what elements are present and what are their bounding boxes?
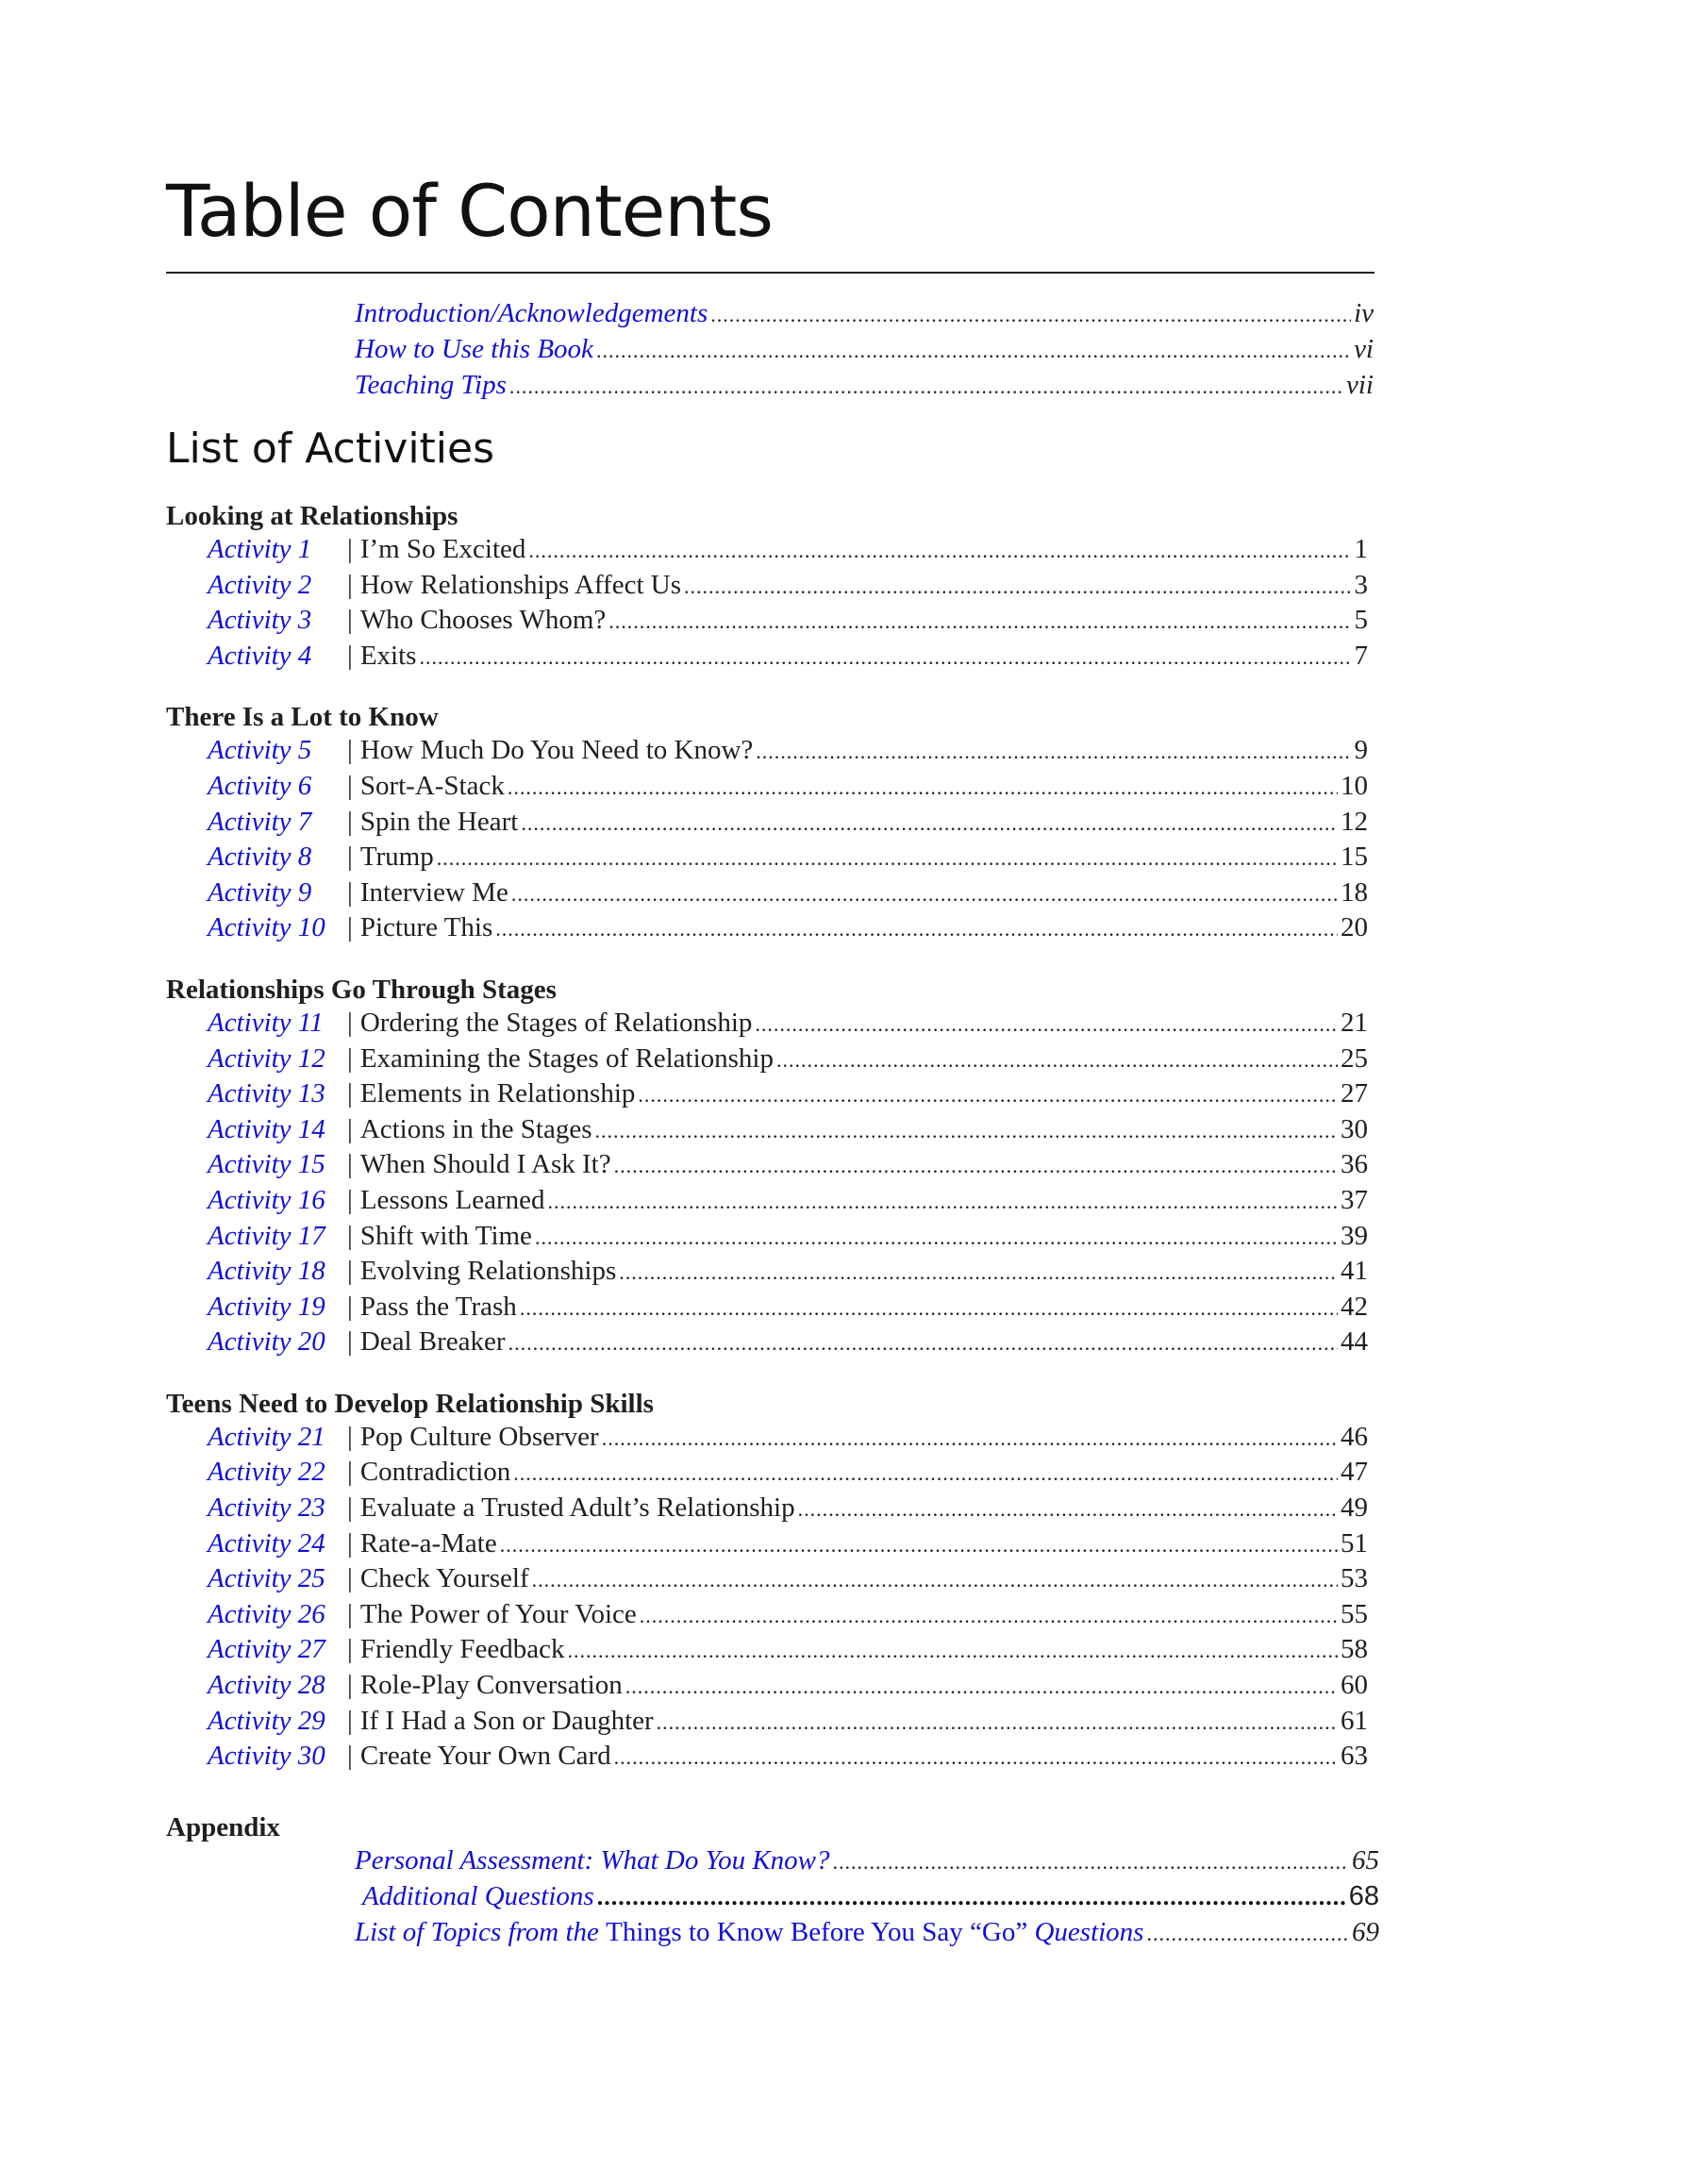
appendix-item[interactable]	[355, 1845, 1379, 1881]
activity-page: 42	[1341, 1291, 1368, 1322]
section-heading: Relationships Go Through Stages	[166, 974, 557, 1005]
dot-leader	[596, 339, 1351, 363]
separator: |	[347, 876, 353, 908]
activity-page: 58	[1341, 1634, 1368, 1665]
front-matter-item[interactable]	[355, 334, 1374, 370]
activity-link[interactable]: Activity 9	[208, 876, 312, 908]
section	[166, 1386, 1383, 1776]
appendix-page: 69	[1352, 1917, 1379, 1947]
activity-row[interactable]	[166, 1457, 1368, 1492]
activity-row[interactable]	[166, 735, 1368, 771]
appendix-section	[166, 1809, 1392, 1953]
activity-row[interactable]	[166, 842, 1368, 877]
separator: |	[347, 1705, 353, 1736]
activity-link[interactable]: Activity 29	[208, 1705, 325, 1736]
activity-link[interactable]: Activity 10	[208, 912, 325, 943]
front-matter-list	[355, 298, 1374, 406]
activity-link[interactable]: Activity 16	[208, 1184, 325, 1215]
activity-row[interactable]	[166, 570, 1368, 606]
activity-link[interactable]: Activity 6	[208, 770, 312, 801]
book-title: Things to Know Before You Say “Go”	[606, 1917, 1028, 1947]
appendix-list	[355, 1845, 1379, 1953]
separator: |	[347, 1113, 353, 1144]
activity-title: Examining the Stages of Relationship	[359, 1042, 774, 1074]
activity-row[interactable]	[166, 1043, 1368, 1079]
section	[166, 699, 1383, 948]
separator: |	[347, 1741, 353, 1772]
activity-row[interactable]	[166, 1256, 1368, 1292]
dot-leader	[508, 1331, 1338, 1356]
dot-leader	[638, 1083, 1338, 1108]
activity-page: 20	[1341, 912, 1368, 943]
activity-title: Friendly Feedback	[359, 1634, 565, 1665]
appendix-link-part: Questions	[1034, 1917, 1144, 1947]
activity-title: Role-Play Conversation	[359, 1670, 623, 1701]
activity-link[interactable]: Activity 7	[208, 806, 312, 837]
activity-title: Check Yourself	[359, 1563, 529, 1594]
activity-title: Ordering the Stages of Relationship	[359, 1007, 753, 1038]
activity-title: Interview Me	[359, 876, 508, 908]
activity-page: 30	[1341, 1113, 1368, 1144]
dot-leader	[1146, 1922, 1349, 1946]
activity-title: I’m So Excited	[359, 534, 526, 564]
activity-page: 39	[1341, 1220, 1368, 1251]
activity-row[interactable]	[166, 1149, 1368, 1185]
dot-leader	[535, 1225, 1338, 1250]
appendix-page: 68	[1348, 1881, 1379, 1911]
activity-link[interactable]: Activity 12	[208, 1042, 325, 1074]
separator: |	[347, 1421, 353, 1452]
activity-title: Sort-A-Stack	[359, 770, 505, 801]
separator: |	[347, 1527, 353, 1559]
activity-page: 3	[1354, 569, 1368, 600]
activity-row[interactable]	[166, 1492, 1368, 1528]
dot-leader	[657, 1710, 1338, 1735]
activity-link[interactable]: Activity 20	[208, 1326, 325, 1358]
activity-page: 10	[1341, 770, 1368, 801]
separator: |	[347, 1149, 353, 1180]
dot-leader	[597, 1883, 1346, 1911]
dot-leader	[495, 917, 1338, 942]
activity-link[interactable]: Activity 15	[208, 1149, 325, 1180]
separator: |	[347, 640, 353, 671]
separator: |	[347, 1634, 353, 1665]
dot-leader	[500, 1533, 1338, 1558]
dot-leader	[614, 1154, 1338, 1178]
activity-row[interactable]	[166, 807, 1368, 842]
separator: |	[347, 1457, 353, 1488]
activity-page: 44	[1341, 1326, 1368, 1358]
activity-sections	[166, 498, 1383, 1800]
front-matter-label[interactable]: Introduction/Acknowledgements	[355, 298, 708, 328]
separator: |	[347, 1220, 353, 1251]
activity-link[interactable]: Activity 25	[208, 1563, 325, 1594]
separator: |	[347, 1078, 353, 1109]
activity-title: Create Your Own Card	[359, 1741, 611, 1772]
activity-row[interactable]	[166, 1528, 1368, 1564]
activity-row[interactable]	[166, 912, 1368, 948]
dot-leader	[798, 1497, 1338, 1522]
activity-link[interactable]: Activity 24	[208, 1527, 325, 1559]
activity-link[interactable]: Activity 2	[208, 569, 312, 600]
activity-title: Lessons Learned	[359, 1184, 545, 1215]
front-matter-page: vii	[1346, 370, 1374, 400]
dot-leader	[548, 1190, 1339, 1214]
activity-row[interactable]	[166, 1599, 1368, 1635]
section-heading: Looking at Relationships	[166, 501, 458, 531]
activity-row[interactable]	[166, 534, 1368, 570]
appendix-item[interactable]	[355, 1881, 1379, 1917]
separator: |	[347, 1326, 353, 1358]
activity-page: 9	[1354, 735, 1368, 766]
activities-heading: List of Activities	[166, 425, 495, 473]
activity-page: 51	[1341, 1527, 1368, 1559]
activity-page: 5	[1354, 605, 1368, 636]
activity-link[interactable]: Activity 30	[208, 1741, 325, 1772]
activity-row[interactable]	[166, 1221, 1368, 1257]
activity-row[interactable]	[166, 1185, 1368, 1221]
separator: |	[347, 1598, 353, 1629]
activity-page: 41	[1341, 1256, 1368, 1287]
activity-title: If I Had a Son or Daughter	[359, 1705, 654, 1736]
dot-leader	[833, 1850, 1349, 1875]
separator: |	[347, 534, 353, 564]
activity-row[interactable]	[166, 1706, 1368, 1742]
dot-leader	[776, 1048, 1338, 1073]
front-matter-label[interactable]: How to Use this Book	[355, 334, 593, 364]
activity-link[interactable]: Activity 4	[208, 640, 312, 671]
activity-page: 63	[1341, 1741, 1368, 1772]
dot-leader	[640, 1604, 1338, 1628]
appendix-link-part: List of Topics from the	[355, 1917, 599, 1947]
appendix-item[interactable]	[355, 1917, 1379, 1953]
activity-title: How Much Do You Need to Know?	[359, 735, 754, 766]
activity-page: 21	[1341, 1007, 1368, 1038]
activity-row[interactable]	[166, 1008, 1368, 1043]
activity-page: 46	[1341, 1421, 1368, 1452]
activity-link[interactable]: Activity 26	[208, 1598, 325, 1629]
separator: |	[347, 842, 353, 873]
separator: |	[347, 1492, 353, 1524]
dot-leader	[513, 1461, 1338, 1486]
separator: |	[347, 1670, 353, 1701]
appendix-page: 65	[1352, 1845, 1379, 1876]
activity-link[interactable]: Activity 13	[208, 1078, 325, 1109]
activity-row[interactable]	[166, 605, 1368, 641]
dot-leader	[508, 775, 1338, 800]
section	[166, 498, 1383, 675]
activity-row[interactable]	[166, 1670, 1368, 1706]
activity-link[interactable]: Activity 17	[208, 1220, 325, 1251]
activity-page: 36	[1341, 1149, 1368, 1180]
dot-leader	[608, 609, 1351, 634]
dot-leader	[756, 740, 1351, 764]
activity-link[interactable]: Activity 23	[208, 1492, 325, 1524]
dot-leader	[614, 1745, 1338, 1770]
activity-title: Evolving Relationships	[359, 1256, 617, 1287]
activity-page: 1	[1354, 534, 1368, 564]
section	[166, 972, 1383, 1362]
separator: |	[347, 1184, 353, 1215]
separator: |	[347, 569, 353, 600]
dot-leader	[594, 1119, 1338, 1143]
activity-row[interactable]	[166, 1422, 1368, 1458]
activity-title: Spin the Heart	[359, 806, 519, 837]
activity-row[interactable]	[166, 1292, 1368, 1327]
activity-title: Rate-a-Mate	[359, 1527, 497, 1559]
front-matter-page: vi	[1354, 334, 1374, 364]
activity-title: Trump	[359, 842, 434, 873]
activity-page: 53	[1341, 1563, 1368, 1594]
activity-link[interactable]: Activity 3	[208, 605, 312, 636]
activity-page: 25	[1341, 1042, 1368, 1074]
page-title: Table of Contents	[166, 169, 773, 253]
activity-title: Evaluate a Trusted Adult’s Relationship	[359, 1492, 795, 1524]
activity-row[interactable]	[166, 771, 1368, 807]
appendix-link[interactable]: Additional Questions	[362, 1881, 594, 1911]
activity-title: Contradiction	[359, 1457, 511, 1488]
separator: |	[347, 912, 353, 943]
dot-leader	[684, 575, 1352, 599]
activity-page: 55	[1341, 1598, 1368, 1629]
activity-link[interactable]: Activity 19	[208, 1291, 325, 1322]
activity-link[interactable]: Activity 8	[208, 842, 312, 873]
activity-title: Shift with Time	[359, 1220, 532, 1251]
activity-page: 37	[1341, 1184, 1368, 1215]
dot-leader	[625, 1675, 1338, 1699]
activity-title: Actions in the Stages	[359, 1113, 592, 1144]
dot-leader	[528, 539, 1351, 563]
activity-link[interactable]: Activity 5	[208, 735, 312, 766]
separator: |	[347, 1042, 353, 1074]
dot-leader	[710, 303, 1351, 327]
activity-row[interactable]	[166, 1741, 1368, 1776]
activity-page: 7	[1354, 640, 1368, 671]
appendix-link[interactable]	[355, 1917, 1143, 1948]
dot-leader	[532, 1568, 1338, 1592]
activity-page: 61	[1341, 1705, 1368, 1736]
activity-row[interactable]	[166, 877, 1368, 913]
dot-leader	[509, 375, 1343, 399]
dot-leader	[511, 882, 1338, 907]
activity-row[interactable]	[166, 641, 1368, 676]
activity-row[interactable]	[166, 1326, 1368, 1362]
activity-link[interactable]: Activity 21	[208, 1421, 325, 1452]
activity-link[interactable]: Activity 18	[208, 1256, 325, 1287]
dot-leader	[419, 645, 1351, 670]
appendix-heading: Appendix	[166, 1812, 280, 1842]
dot-leader	[619, 1260, 1338, 1285]
activity-page: 18	[1341, 876, 1368, 908]
dot-leader	[602, 1426, 1338, 1451]
activity-page: 49	[1341, 1492, 1368, 1524]
separator: |	[347, 605, 353, 636]
separator: |	[347, 1007, 353, 1038]
activity-page: 47	[1341, 1457, 1368, 1488]
front-matter-item[interactable]	[355, 298, 1374, 334]
dot-leader	[521, 811, 1338, 836]
activity-title: Deal Breaker	[359, 1326, 506, 1358]
dot-leader	[520, 1296, 1338, 1321]
activity-page: 27	[1341, 1078, 1368, 1109]
activity-row[interactable]	[166, 1634, 1368, 1670]
section-heading: Teens Need to Develop Relationship Skills	[166, 1388, 654, 1419]
activity-title: Who Chooses Whom?	[359, 605, 607, 636]
dot-leader	[437, 846, 1338, 871]
activity-title: Pass the Trash	[359, 1291, 517, 1322]
activity-link[interactable]: Activity 27	[208, 1634, 325, 1665]
activity-title: When Should I Ask It?	[359, 1149, 611, 1180]
separator: |	[347, 806, 353, 837]
activity-title: Exits	[359, 640, 417, 671]
activity-title: How Relationships Affect Us	[359, 569, 681, 600]
dot-leader	[755, 1012, 1338, 1037]
activity-title: Pop Culture Observer	[359, 1421, 599, 1452]
appendix-link[interactable]: Personal Assessment: What Do You Know?	[355, 1845, 830, 1876]
activity-page: 60	[1341, 1670, 1368, 1701]
activity-title: Elements in Relationship	[359, 1078, 636, 1109]
activity-page: 12	[1341, 806, 1368, 837]
title-rule	[166, 272, 1375, 274]
dot-leader	[567, 1639, 1338, 1663]
activity-link[interactable]: Activity 11	[208, 1007, 324, 1038]
activity-title: Picture This	[359, 912, 493, 943]
activity-link[interactable]: Activity 1	[208, 534, 312, 564]
separator: |	[347, 1291, 353, 1322]
separator: |	[347, 1256, 353, 1287]
separator: |	[347, 1563, 353, 1594]
activity-link[interactable]: Activity 28	[208, 1670, 325, 1701]
activity-link[interactable]: Activity 22	[208, 1457, 325, 1488]
activity-row[interactable]	[166, 1078, 1368, 1114]
activity-link[interactable]: Activity 14	[208, 1113, 325, 1144]
activity-title: The Power of Your Voice	[359, 1598, 637, 1629]
activity-page: 15	[1341, 842, 1368, 873]
front-matter-label[interactable]: Teaching Tips	[355, 370, 507, 400]
front-matter-page: iv	[1354, 298, 1374, 328]
activity-row[interactable]	[166, 1563, 1368, 1599]
section-heading: There Is a Lot to Know	[166, 702, 439, 733]
separator: |	[347, 735, 353, 766]
separator: |	[347, 770, 353, 801]
front-matter-item[interactable]	[355, 370, 1374, 406]
activity-row[interactable]	[166, 1114, 1368, 1150]
